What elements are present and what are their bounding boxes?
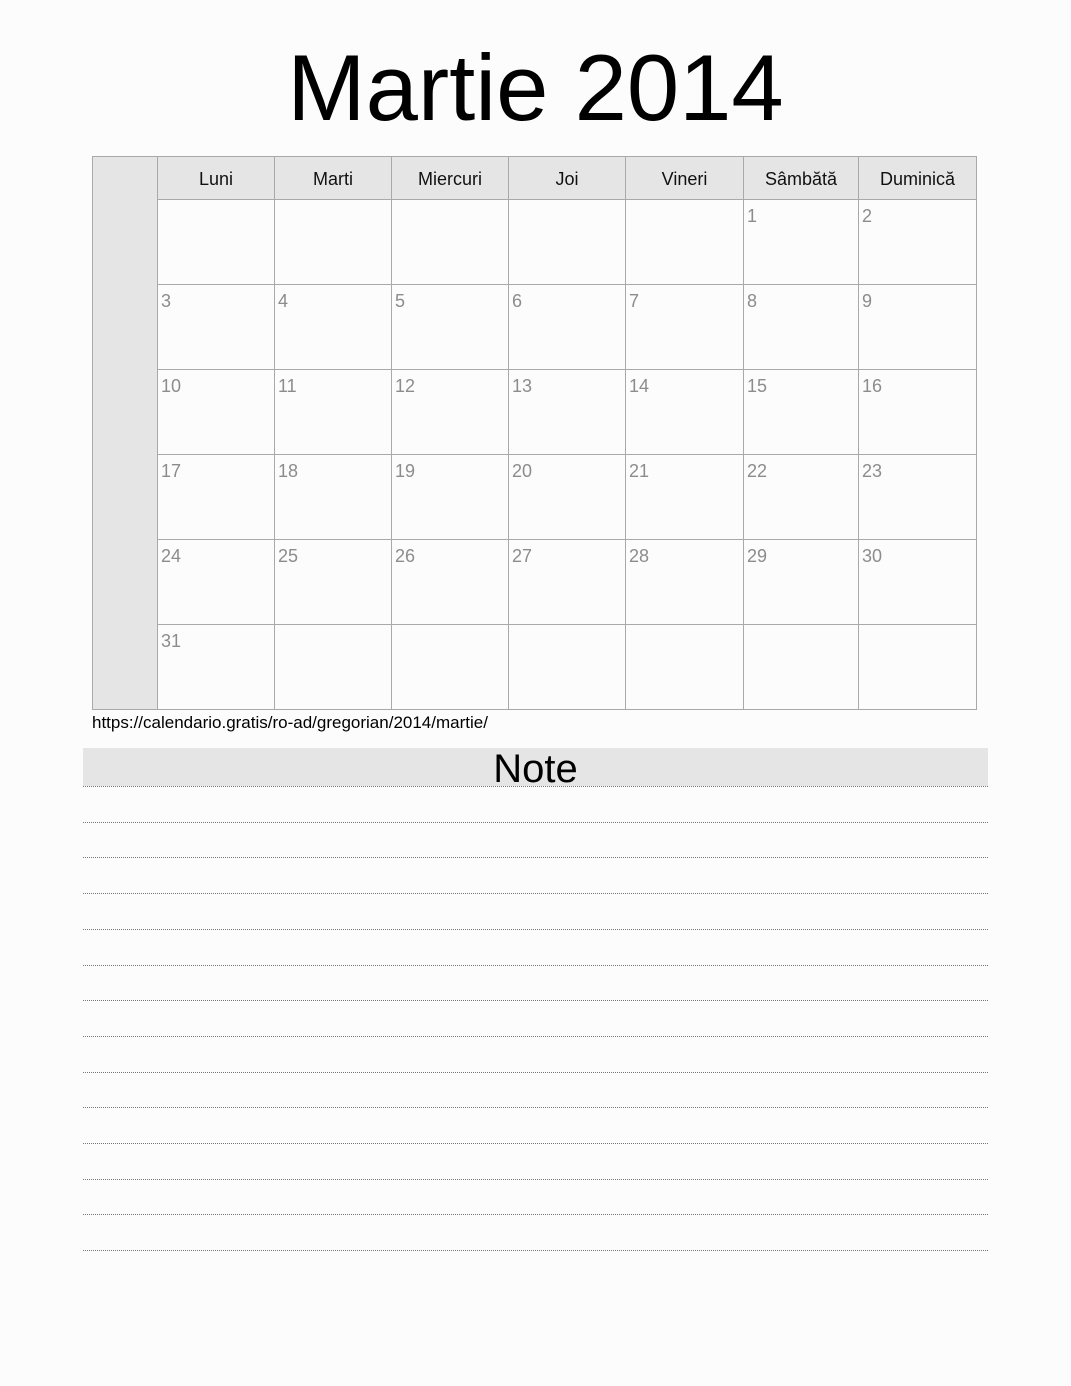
weekday-header-row <box>158 157 976 200</box>
day-cell[interactable] <box>392 540 509 624</box>
day-cell[interactable] <box>392 370 509 454</box>
day-cell[interactable] <box>275 200 392 284</box>
day-number: 11 <box>278 376 297 396</box>
calendar-body <box>158 200 976 709</box>
week-row <box>158 625 976 709</box>
day-number: 8 <box>747 291 758 311</box>
day-number: 31 <box>161 631 182 651</box>
note-line <box>83 1179 988 1180</box>
day-number: 10 <box>161 376 182 396</box>
day-cell[interactable] <box>509 370 626 454</box>
note-line <box>83 1036 988 1037</box>
day-number: 7 <box>629 291 640 311</box>
page-title: Martie 2014 <box>287 35 784 140</box>
week-row <box>158 540 976 625</box>
day-cell[interactable] <box>626 200 744 284</box>
day-cell[interactable] <box>859 540 976 624</box>
day-cell[interactable] <box>509 625 626 709</box>
day-cell[interactable] <box>158 200 275 284</box>
week-row <box>158 370 976 455</box>
day-cell[interactable] <box>744 455 859 539</box>
day-number: 20 <box>512 461 533 481</box>
day-cell[interactable] <box>509 285 626 369</box>
notes-header: Note <box>83 748 988 786</box>
day-cell[interactable] <box>859 625 976 709</box>
day-cell[interactable] <box>626 370 744 454</box>
day-cell[interactable] <box>158 285 275 369</box>
day-cell[interactable] <box>859 200 976 284</box>
note-line <box>83 1143 988 1144</box>
note-line <box>83 1250 988 1251</box>
day-number: 24 <box>161 546 182 566</box>
day-number: 3 <box>161 291 172 311</box>
day-cell[interactable] <box>509 540 626 624</box>
weekday-header: Luni <box>158 157 275 199</box>
day-number: 12 <box>395 376 416 396</box>
day-cell[interactable] <box>392 200 509 284</box>
day-cell[interactable] <box>158 540 275 624</box>
day-number: 22 <box>747 461 768 481</box>
day-cell[interactable] <box>275 625 392 709</box>
weekday-header: Miercuri <box>392 157 509 199</box>
day-cell[interactable] <box>744 370 859 454</box>
weekday-header: Vineri <box>626 157 744 199</box>
calendar-grid <box>92 156 977 710</box>
week-row <box>158 455 976 540</box>
weekday-header: Marti <box>275 157 392 199</box>
day-cell[interactable] <box>626 625 744 709</box>
source-url[interactable]: https://calendario.gratis/ro-ad/gregorian/2014/martie/ <box>92 713 488 732</box>
note-line <box>83 857 988 858</box>
day-cell[interactable] <box>275 540 392 624</box>
day-cell[interactable] <box>158 370 275 454</box>
day-number: 19 <box>395 461 416 481</box>
week-row <box>158 200 976 285</box>
day-cell[interactable] <box>744 200 859 284</box>
day-number: 21 <box>629 461 650 481</box>
note-line <box>83 1072 988 1073</box>
day-cell[interactable] <box>158 455 275 539</box>
day-cell[interactable] <box>392 285 509 369</box>
day-number: 15 <box>747 376 768 396</box>
day-number: 27 <box>512 546 533 566</box>
day-number: 2 <box>862 206 873 226</box>
day-cell[interactable] <box>859 370 976 454</box>
day-number: 13 <box>512 376 533 396</box>
day-number: 14 <box>629 376 650 396</box>
day-number: 4 <box>278 291 289 311</box>
day-number: 16 <box>862 376 883 396</box>
day-cell[interactable] <box>275 370 392 454</box>
day-number: 25 <box>278 546 299 566</box>
note-line <box>83 1214 988 1215</box>
day-cell[interactable] <box>392 625 509 709</box>
day-number: 29 <box>747 546 768 566</box>
day-cell[interactable] <box>859 455 976 539</box>
day-cell[interactable] <box>509 200 626 284</box>
note-line <box>83 929 988 930</box>
day-number: 1 <box>747 206 758 226</box>
day-cell[interactable] <box>859 285 976 369</box>
day-cell[interactable] <box>158 625 275 709</box>
day-number: 26 <box>395 546 416 566</box>
day-cell[interactable] <box>392 455 509 539</box>
day-cell[interactable] <box>626 455 744 539</box>
day-cell[interactable] <box>509 455 626 539</box>
week-number-column <box>93 157 158 709</box>
note-line <box>83 1107 988 1108</box>
note-line <box>83 786 988 787</box>
day-number: 9 <box>862 291 873 311</box>
note-line <box>83 1000 988 1001</box>
day-cell[interactable] <box>744 540 859 624</box>
weekday-header: Joi <box>509 157 626 199</box>
day-cell[interactable] <box>275 285 392 369</box>
day-cell[interactable] <box>275 455 392 539</box>
day-number: 18 <box>278 461 299 481</box>
day-number: 28 <box>629 546 650 566</box>
week-row <box>158 285 976 370</box>
day-number: 5 <box>395 291 406 311</box>
day-number: 23 <box>862 461 883 481</box>
day-number: 6 <box>512 291 523 311</box>
weekday-header: Sâmbătă <box>744 157 859 199</box>
day-number: 17 <box>161 461 182 481</box>
day-cell[interactable] <box>744 625 859 709</box>
weekday-header: Duminică <box>879 169 956 189</box>
note-line <box>83 822 988 823</box>
day-cell[interactable] <box>626 285 744 369</box>
note-line <box>83 893 988 894</box>
day-cell[interactable] <box>744 285 859 369</box>
day-cell[interactable] <box>626 540 744 624</box>
day-number: 30 <box>862 546 883 566</box>
note-line <box>83 965 988 966</box>
